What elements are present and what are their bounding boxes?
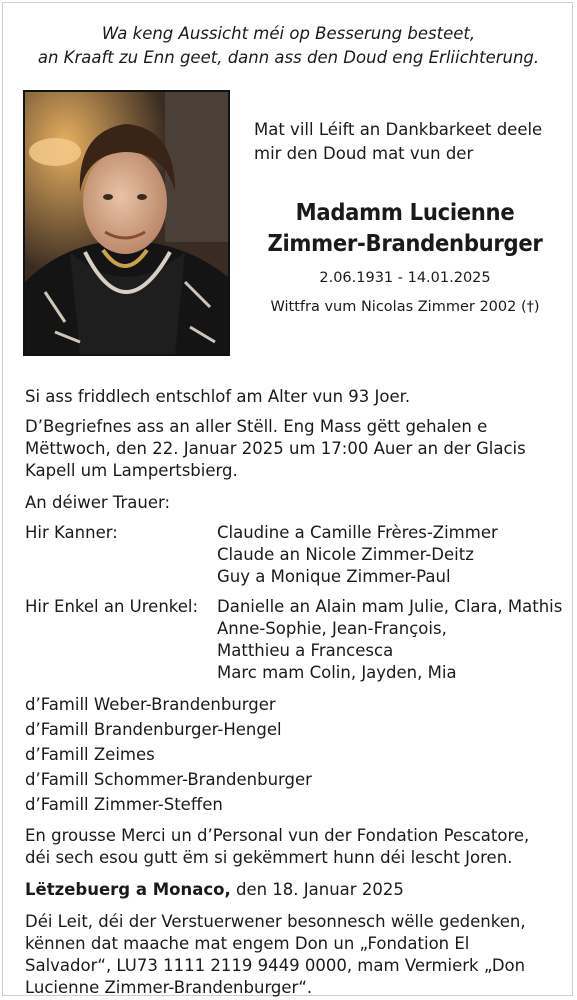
motto-line-2: an Kraaft zu Enn geet, dann ass den Doud eng Erliichterung. [37,48,540,67]
grandchild-entry: Anne-Sophie, Jean-François, [217,619,447,638]
portrait-photo [23,90,230,356]
child-entry: Claudine a Camille Frères-Zimmer [217,523,498,542]
family-entry: d’Famill Zimmer-Steffen [25,795,223,814]
notice-body [25,386,563,999]
child-entry: Claude an Nicole Zimmer-Deitz [217,545,474,564]
family-entry: d’Famill Weber-Brandenburger [25,695,276,714]
grandchildren-block [25,596,563,684]
grandchild-entry: Matthieu a Francesca [217,641,394,660]
date: den 18. Januar 2025 [230,880,404,899]
family-entry: d’Famill Brandenburger-Hengel [25,720,282,739]
motto-line-1: Wa keng Aussicht méi op Besserung besteet, [101,24,476,43]
passed-statement: Si ass friddlech entschlof am Alter vun 93 Joer. [25,387,411,406]
grandchild-entry: Danielle an Alain mam Julie, Clara, Mathis [217,597,563,616]
children-label: Hir Kanner: [25,523,118,542]
intro-line-1: Mat vill Léift an Dankbarkeet deele [254,120,543,139]
funeral-statement: D’Begriefnes ass an aller Stëll. Eng Mass gëtt gehalen e Mëttwoch, den 22. Januar 2025 um 17:00 Auer an der Glacis Kapell um Lampertsbierg. [25,417,526,480]
place-date-line [25,879,555,901]
intro-line-2: mir den Doud mat vun der [254,144,474,163]
life-dates: 2.06.1931 - 14.01.2025 [319,270,491,286]
intro-text [254,118,554,166]
widow-note: Wittfra vum Nicolas Zimmer 2002 (†) [270,299,540,315]
grandchildren-label: Hir Enkel an Urenkel: [25,597,199,616]
grandchildren-names [217,596,562,684]
donation-statement: Déi Leit, déi der Verstuerwener besonnesch wëlle gedenken, kënnen dat maache mat engem Don un „Fondation El Salvador“, LU73 1111 2119 9449 0000, mam Vermierk „Don Lucienne Zimmer-Brandenburger“. [25,912,526,997]
motto [0,22,577,70]
children-names [217,522,555,588]
deceased-name-line-1: Madamm Lucienne [295,198,515,226]
deceased-name [240,197,570,259]
family-list [25,692,555,817]
deceased-name-line-2: Zimmer-Brandenburger [267,229,543,257]
thanks-statement: En grousse Merci un d’Personal vun der Fondation Pescatore, déi sech esou gutt ëm si gekëmmert hunn déi lescht Joren. [25,826,530,867]
mourners-heading: An déiwer Trauer: [25,493,171,512]
family-entry: d’Famill Zeimes [25,745,155,764]
place: Lëtzebuerg a Monaco, [25,880,231,899]
family-entry: d’Famill Schommer-Brandenburger [25,770,312,789]
child-entry: Guy a Monique Zimmer-Paul [217,567,451,586]
portrait-illustration [25,92,228,354]
grandchild-entry: Marc mam Colin, Jayden, Mia [217,663,457,682]
children-block [25,522,555,588]
